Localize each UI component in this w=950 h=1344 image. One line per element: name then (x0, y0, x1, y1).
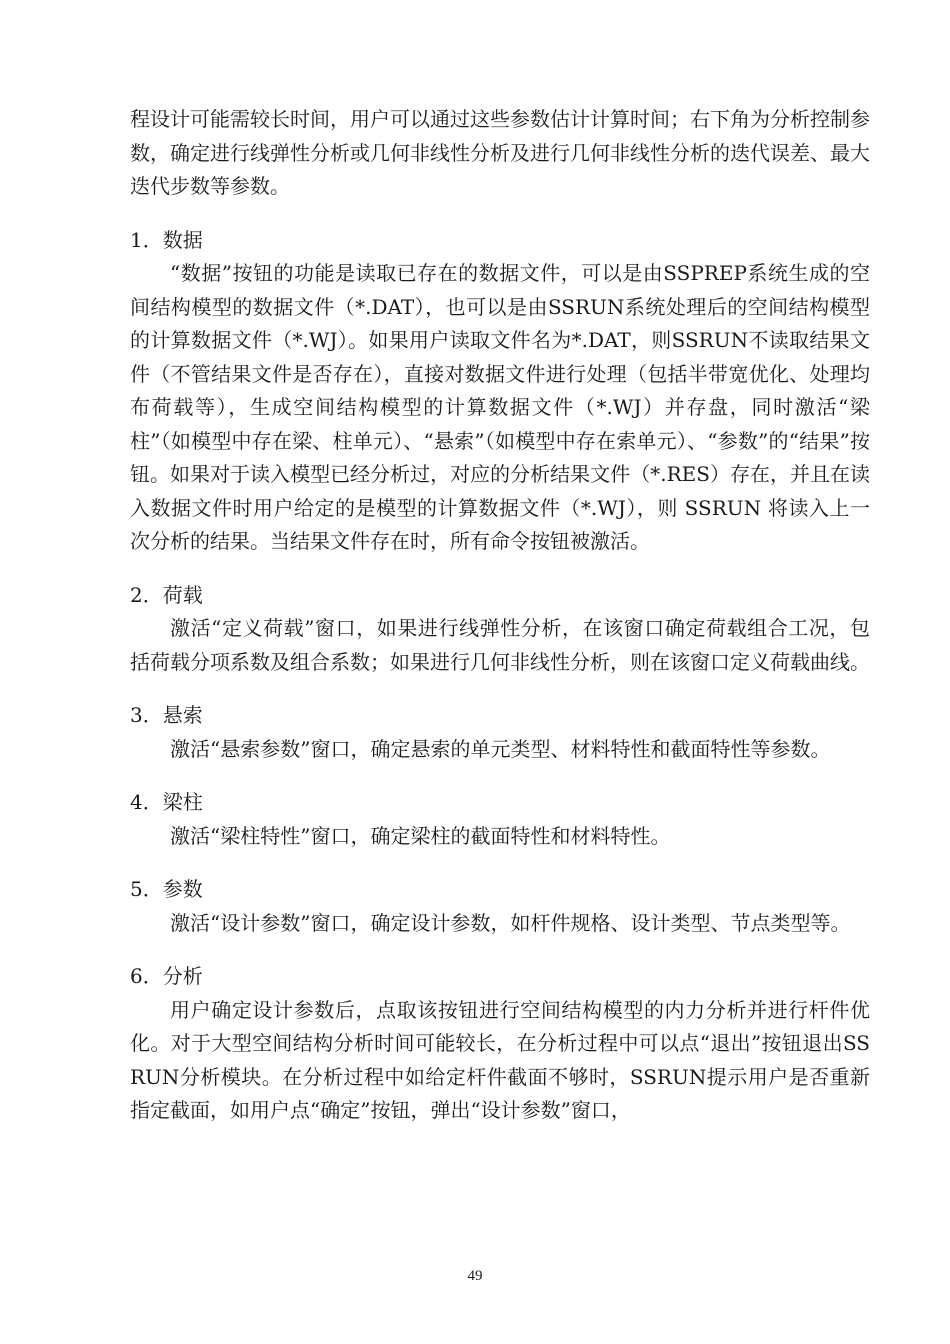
section-load (130, 579, 870, 680)
section-data (130, 224, 870, 559)
section-body: 激活“梁柱特性”窗口，确定梁柱的截面特性和材料特性。 (170, 823, 671, 848)
intro-paragraph: 程设计可能需较长时间，用户可以通过这些参数估计计算时间；右下角为分析控制参数，确定进行线弹性分析或几何非线性分析及进行几何非线性分析的迭代误差、最大迭代步数等参数。 (130, 107, 870, 198)
section-beam-column (130, 786, 870, 853)
section-body: “数据”按钮的功能是读取已存在的数据文件，可以是由SSPREP系统生成的空间结构模型的数据文件（*.DAT），也可以是由SSRUN系统处理后的空间结构模型的计算数据文件（*.WJ）。如果用户读取文件名为*.DAT，则SSRUN不读取结果文件（不管结果文件是否存在），直接对数据文件进行处理（包括半带宽优化、处理均布荷载等），生成空间结构模型的计算数据文件（*.WJ）并存盘，同时激活“梁柱”（如模型中存在梁、柱单元）、“悬索”（如模型中存在索单元）、“参数”的“结果”按钮。如果对于读入模型已经分析过，对应的分析结果文件（*.RES）存在，并且在读入数据文件时用户给定的是模型的计算数据文件（*.WJ），则 SSRUN 将读入上一次分析的结果。当结果文件存在时，所有命令按钮被激活。 (130, 261, 870, 553)
page-number: 49 (467, 1268, 483, 1284)
section-heading: 3．悬索 (130, 703, 203, 727)
section-analysis (130, 960, 870, 1128)
section-cable (130, 699, 870, 766)
section-heading: 4．梁柱 (130, 790, 203, 814)
section-body: 用户确定设计参数后，点取该按钮进行空间结构模型的内力分析并进行杆件优化。对于大型空间结构分析时间可能较长，在分析过程中可以点“退出”按钮退出SSRUN分析模块。在分析过程中如给定杆件截面不够时，SSRUN提示用户是否重新指定截面，如用户点“确定”按钮，弹出“设计参数”窗口， (130, 997, 870, 1122)
section-parameters (130, 873, 870, 940)
section-body: 激活“悬索参数”窗口，确定悬索的单元类型、材料特性和截面特性等参数。 (170, 736, 831, 761)
page-content (130, 103, 870, 1128)
section-heading: 2．荷载 (130, 582, 203, 607)
section-heading: 6．分析 (130, 964, 203, 988)
section-heading: 5．参数 (130, 877, 203, 901)
section-body: 激活“定义荷载”窗口，如果进行线弹性分析，在该窗口确定荷载组合工况，包括荷载分项系数及组合系数；如果进行几何非线性分析，则在该窗口定义荷载曲线。 (130, 616, 870, 674)
section-body: 激活“设计参数”窗口，确定设计参数，如杆件规格、设计类型、节点类型等。 (170, 910, 851, 935)
section-heading: 1．数据 (130, 227, 203, 252)
